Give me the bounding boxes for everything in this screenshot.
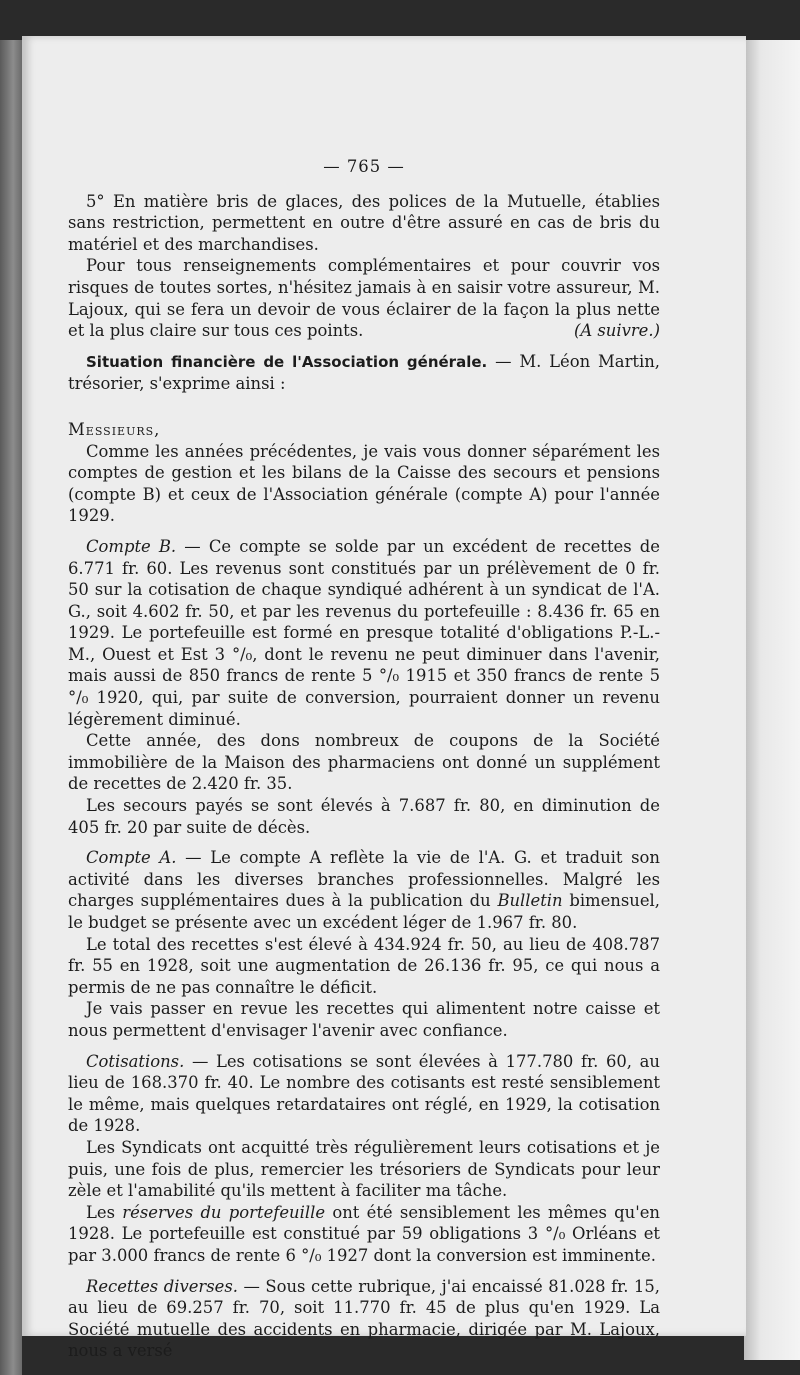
renseignements-text: Pour tous renseignements complémentaires et pour couvrir vos risques de toutes sortes, n'hésitez jamais à en saisir votre assureur, M. Lajoux, qui se fera un devoir de vous éclairer de la façon la plus nette et la plus claire sur tous ces points.	[68, 256, 660, 341]
paragraph-secours: Les secours payés se sont élevés à 7.687 fr. 80, en diminution de 405 fr. 20 par suite de décès.	[68, 796, 660, 837]
paragraph-total-recettes: Le total des recettes s'est élevé à 434.924 fr. 50, au lieu de 408.787 fr. 55 en 1928, soit une augmentation de 26.136 fr. 95, ce qui nous a permis de ne pas connaître le déficit.	[68, 934, 660, 997]
recettes-diverses-label: Recettes diverses.	[86, 1276, 238, 1296]
a-suivre-note: (A suivre.)	[573, 321, 660, 341]
messieurs: Messieurs,	[68, 419, 161, 439]
section-heading: Situation financière de l'Association générale.	[86, 352, 488, 371]
compte-a-label: Compte A.	[86, 848, 177, 868]
paragraph-compte-b	[68, 536, 660, 730]
recettes-diverses-text: — Sous cette rubrique, j'ai encaissé 81.028 fr. 15, au lieu de 69.257 fr. 70, soit 11.770 fr. 45 de plus qu'en 1929. La Société mutuelle des accidents en pharmacie, dirigée par M. Lajoux, nous a versé	[68, 1276, 660, 1361]
compte-a-text-2: bimensuel, le budget se présente avec un excédent léger de 1.967 fr. 80.	[68, 891, 660, 932]
page-text	[68, 156, 660, 1362]
reserves-italic: réserves du portefeuille	[122, 1202, 326, 1222]
paragraph-recettes-diverses	[68, 1276, 660, 1362]
paragraph-dons: Cette année, des dons nombreux de coupons de la Société immobilière de la Maison des pharmaciens ont donné un supplément de recettes de 2.420 fr. 35.	[68, 731, 660, 794]
paragraph-compte-a	[68, 847, 660, 933]
paragraph-comptes: Comme les années précédentes, je vais vous donner séparément les comptes de gestion et les bilans de la Caisse des secours et pensions (compte B) et ceux de l'Association générale (compte A) pour l'année 1929.	[68, 441, 660, 526]
heading-continuation: — M. Léon Martin, trésorier, s'exprime ainsi :	[68, 351, 661, 394]
cotisations-label: Cotisations.	[86, 1051, 185, 1071]
salutation	[68, 419, 660, 441]
reserves-text-1: Les	[86, 1202, 123, 1222]
cotisations-text: — Les cotisations se sont élevées à 177.780 fr. 60, au lieu de 168.370 fr. 40. Le nombre des cotisants est resté sensiblement le même, mais quelques retardataires ont réglé, en 1929, la cotisation de 1928.	[68, 1051, 660, 1136]
paragraph-situation-financiere	[68, 351, 660, 395]
paragraph-bris-de-glaces: 5° En matière bris de glaces, des polices de la Mutuelle, établies sans restriction, permettent en outre d'être assuré en cas de bris du matériel et des marchandises.	[68, 191, 660, 254]
paragraph-reserves	[68, 1202, 660, 1267]
document-page	[22, 36, 746, 1361]
paragraph-cotisations	[68, 1051, 660, 1137]
bulletin-title: Bulletin	[497, 891, 563, 911]
compte-b-text: — Ce compte se solde par un excédent de recettes de 6.771 fr. 60. Les revenus sont constitués par un prélèvement de 0 fr. 50 sur la cotisation de chaque syndiqué adhérent à un syndicat de l'A. G., soit 4.602 fr. 50, et par les revenus du portefeuille : 8.436 fr. 65 en 1929. Le portefeuille est formé en presque totalité d'obligations P.-L.-M., Ouest et Est 3 °/₀, dont le revenu ne peut diminuer dans l'avenir, mais aussi de 850 francs de rente 5 °/₀ 1915 et 350 francs de rente 5 °/₀ 1920, qui, par suite de conversion, pourraient donner un revenu légèrement diminué.	[68, 536, 661, 729]
page-number: — 765 —	[323, 157, 405, 176]
compte-b-label: Compte B.	[86, 536, 177, 556]
reserves-text-2: ont été sensiblement les mêmes qu'en 1928. Le portefeuille est constitué par 59 obligations 3 °/₀ Orléans et par 3.000 francs de rente 6 °/₀ 1927 dont la conversion est imminente.	[68, 1202, 660, 1265]
paragraph-renseignements	[68, 255, 660, 341]
adjacent-page-edge	[0, 40, 22, 1375]
paragraph-revue-recettes: Je vais passer en revue les recettes qui alimentent notre caisse et nous permettent d'envisager l'avenir avec confiance.	[68, 999, 660, 1040]
paragraph-syndicats: Les Syndicats ont acquitté très régulièrement leurs cotisations et je puis, une fois de plus, remercier les trésoriers de Syndicats pour leur zèle et l'amabilité qu'ils mettent à faciliter ma tâche.	[68, 1137, 660, 1201]
page-stack-edge	[744, 40, 800, 1360]
compte-a-text-1: — Le compte A reflète la vie de l'A. G. et traduit son activité dans les diverses branches professionnelles. Malgré les charges supplémentaires dues à la publication du	[68, 848, 660, 911]
